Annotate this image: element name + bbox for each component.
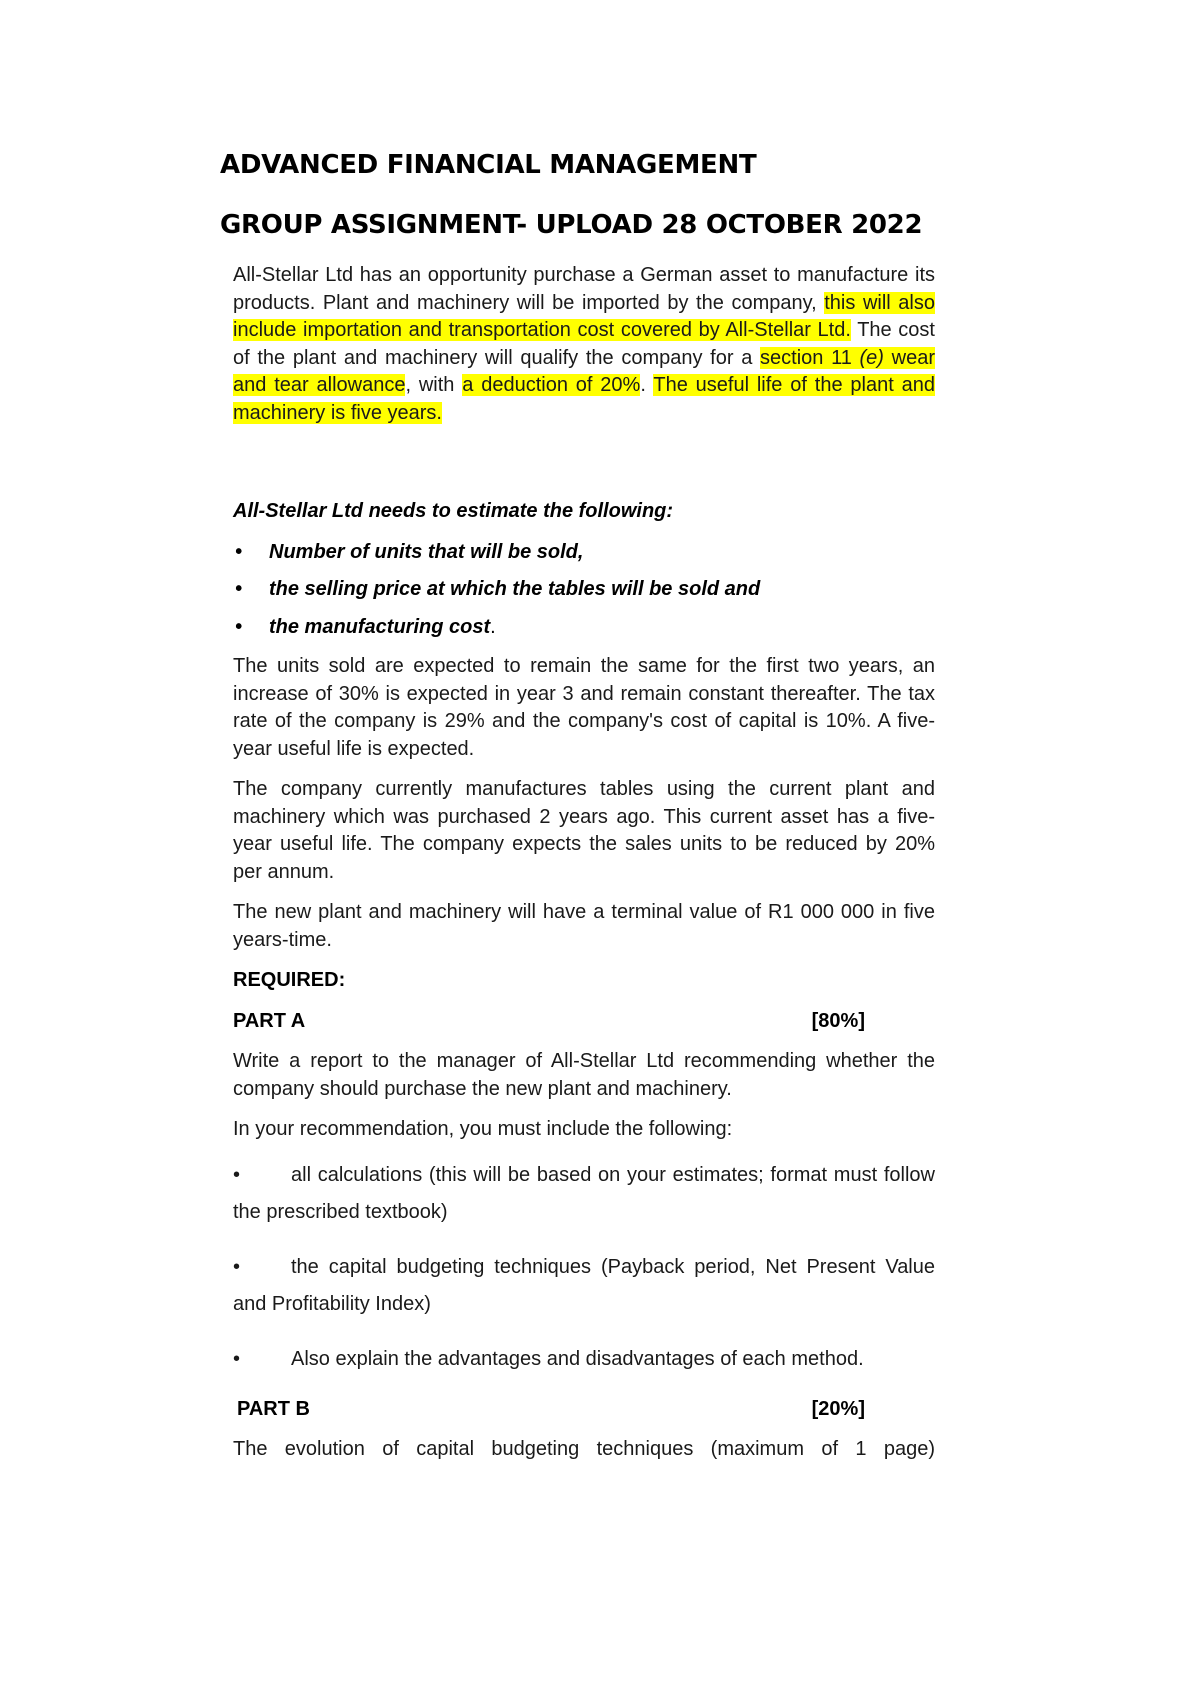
part-a-header: [233, 1008, 865, 1036]
part-b-weight: [20%]: [811, 1397, 865, 1420]
intro-text-2: The cost of the plant and machinery will qualify the company for a: [233, 319, 935, 369]
part-a-text: Write a report to the manager of All-Stellar Ltd recommending whether the company should purchase the new plant and machinery.: [233, 1050, 935, 1100]
bullet-icon: •: [235, 540, 243, 563]
bullet-icon: •: [235, 615, 243, 638]
estimate-heading: All-Stellar Ltd needs to estimate the following:: [233, 500, 674, 522]
part-b-label: PART B: [237, 1397, 310, 1420]
list-item: [233, 1157, 935, 1231]
intro-highlight-4: The useful life of the plant and machinery is five years.: [233, 374, 935, 424]
intro-highlight-2b: (e): [859, 346, 884, 369]
list-item-text: the manufacturing cost: [269, 615, 491, 638]
bullet-icon: •: [233, 1347, 241, 1370]
intro-text-1: All-Stellar Ltd has an opportunity purchase a German asset to manufacture its products. Plant and machinery will be imported by the company,: [233, 264, 935, 314]
document-subtitle: GROUP ASSIGNMENT- UPLOAD 28 OCTOBER 2022: [220, 210, 923, 240]
list-item: [233, 576, 935, 604]
part-b-text: The evolution of capital budgeting techniques (maximum of 1 page): [233, 1438, 935, 1460]
list-item-text: the capital budgeting techniques (Payback period, Net Present Value and Profitability Index): [233, 1255, 935, 1315]
part-b-header: [233, 1396, 865, 1424]
units-paragraph: The units sold are expected to remain the same for the first two years, an increase of 30% is expected in year 3 and remain constant thereafter. The tax rate of the company is 29% and the company's cost of capital is 10%. A five-year useful life is expected.: [233, 655, 935, 760]
intro-paragraph: [233, 262, 935, 427]
list-item-text: Also explain the advantages and disadvantages of each method.: [291, 1347, 864, 1370]
spacer: [233, 440, 935, 498]
list-item: [233, 1249, 935, 1323]
part-a-weight: [80%]: [811, 1009, 865, 1032]
list-item-text: the selling price at which the tables will be sold and: [269, 578, 761, 600]
intro-highlight-1: this will also include importation and transportation cost covered by All-Stellar Ltd.: [233, 291, 935, 341]
intro-highlight-2a: section 11: [760, 346, 860, 369]
current-asset-paragraph: The company currently manufactures tables using the current plant and machinery which was purchased 2 years ago. This current asset has a five-year useful life. The company expects the sales units to be reduced by 20% per annum.: [233, 778, 935, 883]
intro-highlight-3: a deduction of 20%: [462, 374, 641, 396]
bullet-icon: •: [235, 578, 243, 600]
list-item-suffix: .: [490, 615, 496, 638]
intro-text-4: .: [640, 374, 654, 396]
document-title: ADVANCED FINANCIAL MANAGEMENT: [220, 150, 757, 180]
part-a-lead: In your recommendation, you must include the following:: [233, 1118, 733, 1140]
list-item-text: Number of units that will be sold,: [269, 540, 584, 563]
intro-highlight-2c: wear and tear allowance: [233, 346, 936, 396]
terminal-value-paragraph: The new plant and machinery will have a terminal value of R1 000 000 in five years-time.: [233, 901, 935, 951]
bullet-icon: •: [233, 1163, 241, 1186]
list-item: [233, 1341, 935, 1378]
part-a-label: PART A: [233, 1009, 306, 1032]
list-item: [233, 614, 935, 642]
bullet-icon: •: [233, 1255, 241, 1278]
intro-text-3: , with: [405, 374, 463, 396]
document-body: [233, 262, 935, 1477]
list-item-text: all calculations (this will be based on your estimates; format must follow the prescribed textbook): [233, 1163, 935, 1223]
list-item: [233, 539, 935, 567]
required-label: REQUIRED:: [233, 969, 346, 991]
